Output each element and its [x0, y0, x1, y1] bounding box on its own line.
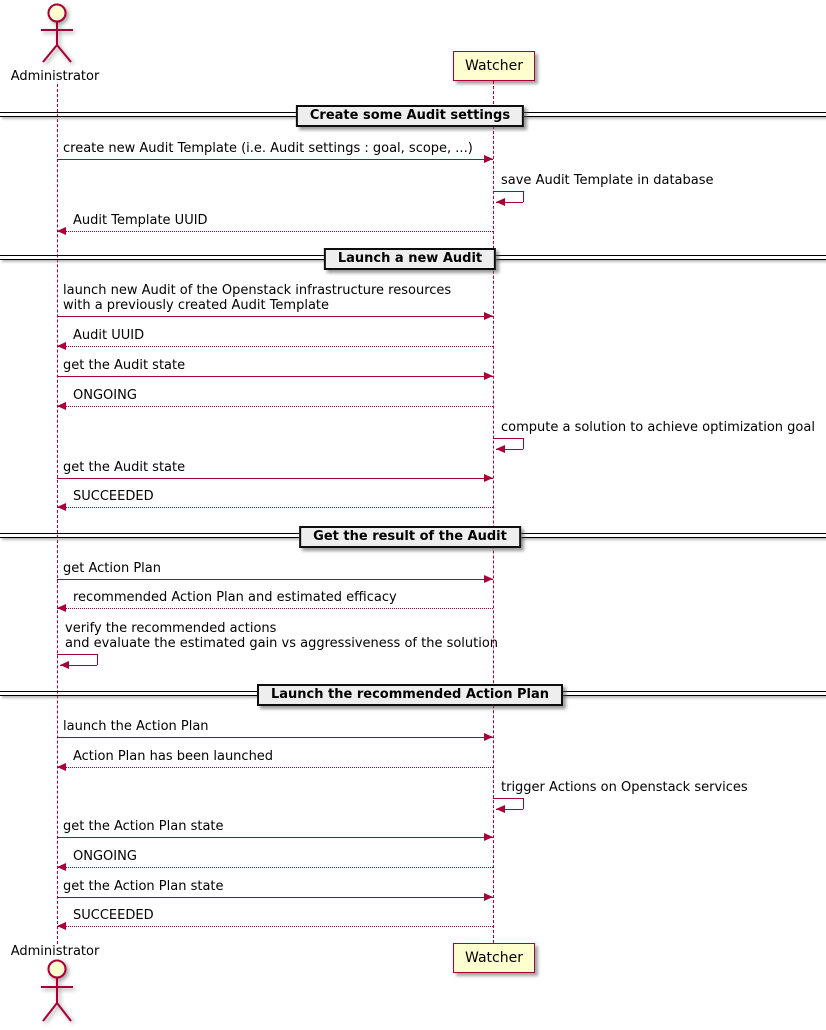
- return-message-text-line: SUCCEEDED: [73, 489, 154, 504]
- divider-label: [299, 526, 521, 548]
- message-arrow-line: [57, 231, 493, 232]
- arrowhead-right-icon: [484, 733, 493, 741]
- message-arrow-line: [57, 478, 493, 479]
- self-message-text: [501, 420, 815, 435]
- arrowhead-left-icon: [496, 805, 505, 813]
- message-arrow-line: [57, 579, 493, 580]
- message-text-line: launch the Action Plan: [63, 719, 209, 734]
- self-message-top-line: [57, 654, 97, 655]
- actor-administrator-label-top: Administrator: [10, 69, 100, 84]
- message-text: [63, 460, 185, 475]
- return-message-text: [73, 489, 154, 504]
- message-text-line: get the Audit state: [63, 460, 186, 475]
- self-message-text: [501, 780, 748, 795]
- divider-label: [324, 248, 496, 270]
- self-message-right-line: [523, 191, 524, 202]
- message-text: [63, 719, 209, 734]
- message-text-line: create new Audit Template (i.e. Audit settings : goal, scope, ...): [63, 141, 473, 156]
- return-message-text: [73, 388, 137, 403]
- message-arrow-line: [57, 608, 493, 609]
- self-message-right-line: [523, 438, 524, 449]
- arrowhead-right-icon: [484, 833, 493, 841]
- divider-title: Get the result of the Audit: [313, 529, 507, 544]
- actor-icon: [35, 958, 79, 1024]
- arrowhead-right-icon: [484, 893, 493, 901]
- actor-administrator-label-bottom: Administrator: [10, 944, 100, 959]
- message-arrow-line: [57, 406, 493, 407]
- message-text: [63, 819, 224, 834]
- self-message-text-line: verify the recommended actions: [65, 621, 277, 636]
- message-arrow-line: [57, 316, 493, 317]
- message-text: [63, 141, 473, 156]
- arrowhead-left-icon: [57, 227, 66, 235]
- self-message-top-line: [493, 191, 523, 192]
- return-message-text: [73, 908, 154, 923]
- participant-watcher-label-bottom: Watcher: [465, 950, 523, 966]
- message-text-line: launch new Audit of the Openstack infrastructure resources: [63, 283, 452, 298]
- self-message-right-line: [523, 798, 524, 809]
- actor-icon: [35, 3, 79, 65]
- arrowhead-left-icon: [496, 198, 505, 206]
- divider-title: Launch a new Audit: [337, 251, 483, 266]
- message-arrow-line: [57, 737, 493, 738]
- self-message-text-line: trigger Actions on Openstack services: [501, 780, 748, 795]
- return-message-text: [73, 590, 397, 605]
- lifeline-administrator: [57, 84, 58, 944]
- message-text: [63, 879, 224, 894]
- return-message-text: [73, 749, 273, 764]
- return-message-text-line: ONGOING: [73, 849, 137, 864]
- return-message-text-line: SUCCEEDED: [73, 908, 154, 923]
- arrowhead-left-icon: [496, 445, 505, 453]
- message-arrow-line: [57, 867, 493, 868]
- message-text: [63, 283, 451, 313]
- divider-label: [296, 105, 524, 127]
- arrowhead-right-icon: [484, 312, 493, 320]
- return-message-text-line: recommended Action Plan and estimated efficacy: [73, 590, 397, 605]
- message-arrow-line: [57, 926, 493, 927]
- return-message-text-line: Action Plan has been launched: [73, 749, 274, 764]
- message-text: [63, 561, 161, 576]
- message-text-line: with a previously created Audit Template: [63, 298, 330, 313]
- message-arrow-line: [57, 837, 493, 838]
- message-text-line: get the Action Plan state: [63, 879, 224, 894]
- self-message-text-line: and evaluate the estimated gain vs aggressiveness of the solution: [65, 636, 499, 651]
- self-message-text: [501, 173, 714, 188]
- message-arrow-line: [57, 507, 493, 508]
- message-text-line: get Action Plan: [63, 561, 161, 576]
- arrowhead-left-icon: [57, 604, 66, 612]
- arrowhead-right-icon: [484, 474, 493, 482]
- arrowhead-left-icon: [57, 342, 66, 350]
- participant-watcher-label-top: Watcher: [465, 58, 523, 74]
- arrowhead-left-icon: [57, 922, 66, 930]
- divider-title: Create some Audit settings: [309, 108, 511, 123]
- message-text-line: get the Audit state: [63, 358, 186, 373]
- message-arrow-line: [57, 159, 493, 160]
- arrowhead-right-icon: [484, 575, 493, 583]
- participant-watcher-top: [453, 51, 535, 81]
- return-message-text: [73, 849, 137, 864]
- arrowhead-right-icon: [484, 155, 493, 163]
- arrowhead-left-icon: [57, 503, 66, 511]
- divider-title: Launch the recommended Action Plan: [270, 687, 550, 702]
- participant-watcher-bottom: [453, 943, 535, 973]
- arrowhead-left-icon: [57, 863, 66, 871]
- return-message-text-line: Audit UUID: [73, 328, 145, 343]
- lifeline-watcher: [493, 81, 494, 943]
- message-arrow-line: [57, 376, 493, 377]
- message-text-line: get the Action Plan state: [63, 819, 224, 834]
- divider-label: [257, 684, 563, 706]
- message-arrow-line: [57, 346, 493, 347]
- return-message-text-line: ONGOING: [73, 388, 137, 403]
- message-arrow-line: [57, 897, 493, 898]
- arrowhead-right-icon: [484, 372, 493, 380]
- arrowhead-left-icon: [60, 661, 69, 669]
- return-message-text: [73, 328, 144, 343]
- message-text: [63, 358, 185, 373]
- self-message-text-line: compute a solution to achieve optimization goal: [501, 420, 815, 435]
- return-message-text: [73, 213, 208, 228]
- arrowhead-left-icon: [57, 763, 66, 771]
- arrowhead-left-icon: [57, 402, 66, 410]
- self-message-text: [65, 621, 498, 651]
- return-message-text-line: Audit Template UUID: [73, 213, 208, 228]
- self-message-top-line: [493, 438, 523, 439]
- self-message-top-line: [493, 798, 523, 799]
- self-message-text-line: save Audit Template in database: [501, 173, 714, 188]
- self-message-right-line: [97, 654, 98, 665]
- message-arrow-line: [57, 767, 493, 768]
